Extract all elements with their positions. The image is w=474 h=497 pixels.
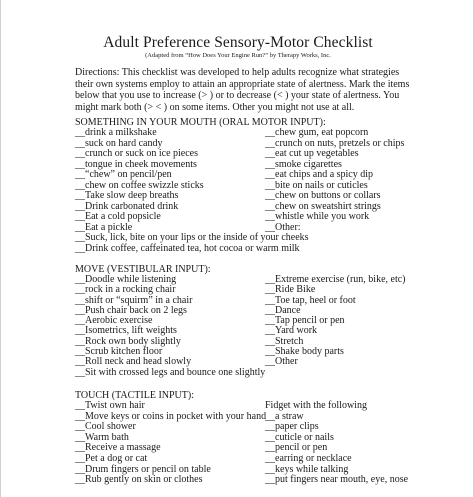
checklist-item: __whistle while you work [265,211,370,223]
section-heading-tactile: TOUCH (TACTILE INPUT): [75,390,194,401]
checklist-item: __Pet a dog or cat [75,452,148,464]
checklist-item: __Eat a cold popsicle [75,211,161,223]
checklist-item: __Isometrics, lift weights [75,325,177,337]
checklist-item: __Drum fingers or pencil on table [75,463,211,475]
checklist-item: __put fingers near mouth, eye, nose [265,474,409,486]
checklist-item: __bite on nails or cuticles [265,179,368,191]
checklist-item: __chew on buttons or collars [265,190,381,202]
checklist-item: __Extreme exercise (run, bike, etc) [265,274,406,285]
oral-motor-right-list [265,128,404,233]
checklist-item: __smoke cigarettes [265,158,342,170]
checklist-item: __Suck, lick, bite on your lips or the inside of your cheeks [75,232,309,244]
checklist-item: __chew gum, eat popcorn [265,127,369,138]
checklist-item: __Doodle while listening [75,274,177,285]
checklist-item: __Tap pencil or pen [265,315,345,327]
checklist-item: __Shake body parts [265,346,344,358]
checklist-item: __Aerobic exercise [75,315,153,327]
tactile-left-list [75,401,266,486]
checklist-item: __Roll neck and head slowly [75,356,192,368]
checklist-item: __“chew” on pencil/pen [75,169,172,181]
checklist-item: __crunch on nuts, pretzels or chips [265,137,405,149]
checklist-item: __crunch or suck on ice pieces [75,148,199,160]
section-heading-oral-motor: SOMETHING IN YOUR MOUTH (ORAL MOTOR INPUT): [75,117,326,128]
checklist-item: __Cool shower [75,421,136,433]
checklist-item: __keys while talking [265,463,349,475]
checklist-item: __Yard work [265,325,318,337]
checklist-item: __earring or necklace [265,452,352,464]
checklist-item: __Stretch [265,335,304,347]
directions-paragraph: Directions: This checklist was developed to help adults recognize what strategies their own systems employ to attain an appropriate state of alertness. Mark the items below that you use to increase (> ) or to decrease (< ) your state of alertness. You might mark both (> < ) on some items. Other you might not use at all. [75,67,410,113]
checklist-item: __Dance [265,304,301,316]
checklist-item: __drink a milkshake [75,127,157,138]
checklist-item: __Twist own hair [75,400,145,411]
checklist-item: __a straw [265,410,304,422]
checklist-item: __Other: [265,221,301,233]
document-title: Adult Preference Sensory-Motor Checklist [103,34,373,51]
checklist-item: __eat cut up vegetables [265,148,359,160]
checklist-item: __Eat a pickle [75,221,133,233]
checklist-item: __shift or “squirm” in a chair [75,294,193,306]
checklist-item: __Drink carbonated drink [75,200,179,212]
checklist-item: __Rock own body slightly [75,335,181,347]
checklist-item: __suck on hard candy [75,137,163,149]
checklist-item: __Take slow deep breaths [75,190,179,202]
checklist-item: __Toe tap, heel or foot [265,294,356,306]
checklist-item: __Other [265,356,298,368]
checklist-item: __paper clips [265,421,319,433]
checklist-item: __chew on sweatshirt strings [265,200,381,212]
checklist-item: __cuticle or nails [265,431,334,443]
checklist-item: __rock in a rocking chair [75,284,176,296]
checklist-item: __Ride Bike [265,284,316,296]
vestibular-left-list [75,275,265,378]
checklist-item: __Push chair back on 2 legs [75,304,187,316]
checklist-item: __tongue in cheek movements [75,158,197,170]
checklist-item: __Sit with crossed legs and bounce one slightly [75,366,266,378]
checklist-item: __Warm bath [75,431,129,443]
checklist-item: __Rub gently on skin or clothes [75,474,203,486]
checklist-item: __pencil or pen [265,442,328,454]
document-subtitle: (Adapted from “How Does Your Engine Run?” by Therapy Works, Inc. [145,52,331,59]
checklist-item: __Receive a massage [75,442,161,454]
checklist-item: __chew on coffee swizzle sticks [75,179,204,191]
section-heading-vestibular: MOVE (VESTIBULAR INPUT): [75,264,211,275]
checklist-item: __eat chips and a spicy dip [265,169,374,181]
checklist-item: __Scrub kitchen floor [75,346,163,358]
checklist-item: __Move keys or coins in pocket with your hand [75,410,267,422]
checklist-item: __Drink coffee, caffeinated tea, hot cocoa or warm milk [75,243,300,255]
tactile-right-list [265,401,408,486]
vestibular-right-list [265,275,406,368]
fidget-heading: Fidget with the following [265,400,367,411]
